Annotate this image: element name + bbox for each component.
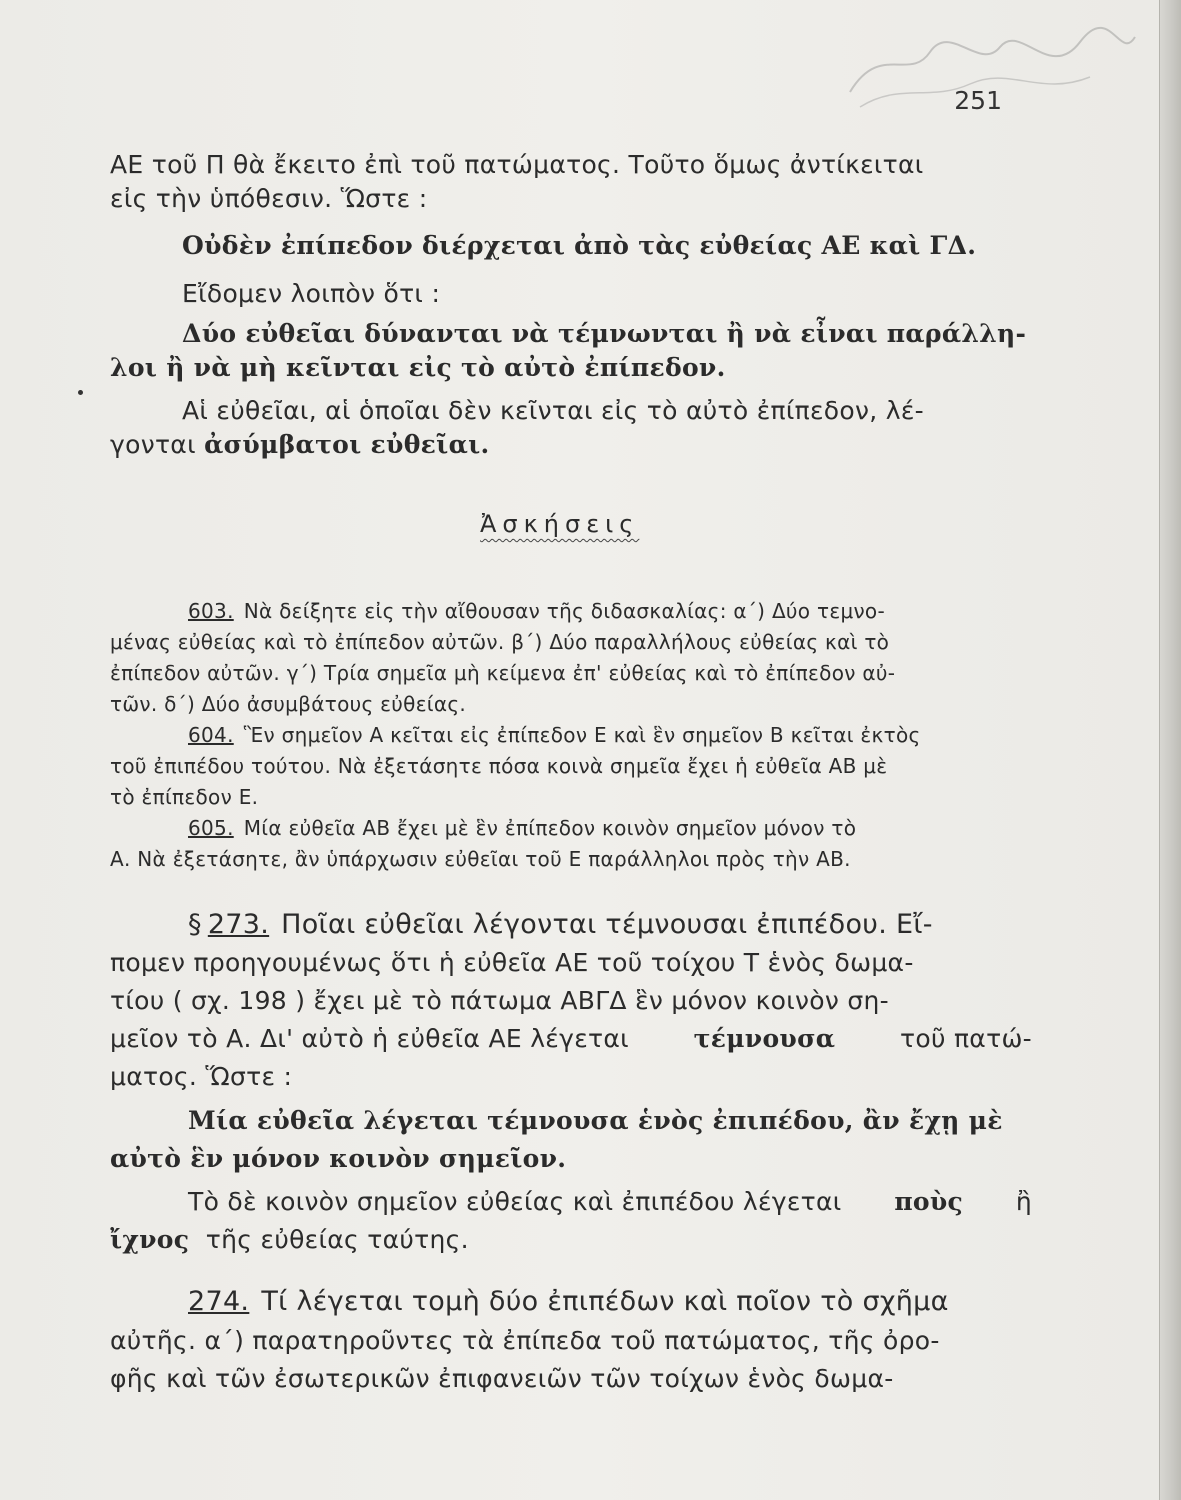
text-fragment: γονται bbox=[110, 430, 196, 459]
exercises-heading: Ἀσκήσεις bbox=[480, 510, 640, 538]
term-ichnos: ἴχνος bbox=[110, 1225, 190, 1254]
exercise-line bbox=[110, 596, 1032, 627]
exercise-text: Νὰ δείξητε εἰς τὴν αἴθουσαν τῆς διδασκαλίας: α΄) Δύο τεμνο- bbox=[243, 599, 885, 623]
statement-line: λοι ἢ νὰ μὴ κεῖνται εἰς τὸ αὐτὸ ἐπίπεδον. bbox=[110, 353, 726, 382]
section-title-line bbox=[110, 906, 1032, 944]
statement-2 bbox=[110, 317, 1032, 385]
text-line: Εἴδομεν λοιπὸν ὅτι : bbox=[182, 279, 441, 308]
paragraph-3 bbox=[110, 394, 1032, 462]
text-fragment: τῆς εὐθείας ταύτης. bbox=[205, 1225, 469, 1254]
text-line: ματος. Ὥστε : bbox=[110, 1062, 293, 1091]
exercise-line: ἐπίπεδον αὐτῶν. γ΄) Τρία σημεῖα μὴ κείμενα ἐπ' εὐθείας καὶ τὸ ἐπίπεδον αὐ- bbox=[110, 661, 896, 685]
paragraph-2 bbox=[110, 277, 1032, 311]
text-line: Αἱ εὐθεῖαι, αἱ ὁποῖαι δὲν κεῖνται εἰς τὸ αὐτὸ ἐπίπεδον, λέ- bbox=[182, 396, 924, 425]
section-title: Ποῖαι εὐθεῖαι λέγονται τέμνουσαι ἐπιπέδου. Εἴ- bbox=[281, 909, 933, 940]
text-line: πομεν προηγουμένως ὅτι ἡ εὐθεῖα ΑΕ τοῦ τοίχου Τ ἑνὸς δωμα- bbox=[110, 948, 914, 977]
text-fragment: μεῖον τὸ Α. Δι' αὐτὸ ἡ εὐθεῖα ΑΕ λέγεται bbox=[110, 1024, 629, 1053]
exercise-text: Ἓν σημεῖον Α κεῖται εἰς ἐπίπεδον Ε καὶ ἓν σημεῖον Β κεῖται ἐκτὸς bbox=[243, 723, 921, 747]
statement-line: αὐτὸ ἓν μόνον κοινὸν σημεῖον. bbox=[110, 1144, 567, 1173]
exercise-text: Μία εὐθεῖα ΑΒ ἔχει μὲ ἓν ἐπίπεδον κοινὸν σημεῖον μόνον τὸ bbox=[243, 816, 857, 840]
term-temnousa: τέμνουσα bbox=[693, 1024, 836, 1053]
text-line: εἰς τὴν ὑπόθεσιν. Ὥστε : bbox=[110, 184, 428, 213]
paragraph-1 bbox=[110, 148, 1032, 216]
paragraph-4 bbox=[110, 1183, 1032, 1259]
exercise-line bbox=[110, 720, 1032, 751]
statement-line: Δύο εὐθεῖαι δύνανται νὰ τέμνωνται ἢ νὰ εἶναι παράλλη- bbox=[182, 319, 1027, 348]
stray-mark bbox=[78, 390, 83, 395]
section-title-line bbox=[110, 1282, 1032, 1322]
text-line: ΑΕ τοῦ Π θὰ ἔκειτο ἐπὶ τοῦ πατώματος. Τοῦτο ὅμως ἀντίκειται bbox=[110, 150, 924, 179]
page-number: 251 bbox=[954, 86, 1002, 115]
text-line bbox=[110, 1221, 1032, 1259]
term-asymbatoi: ἀσύμβατοι εὐθεῖαι. bbox=[204, 430, 490, 459]
exercise-number: 603. bbox=[188, 599, 234, 623]
section-number: 274. bbox=[188, 1286, 250, 1317]
exercise-line: Α. Νὰ ἐξετάσητε, ἂν ὑπάρχωσιν εὐθεῖαι τοῦ Ε παράλληλοι πρὸς τὴν ΑΒ. bbox=[110, 847, 851, 871]
text-fragment: τοῦ πατώ- bbox=[900, 1024, 1032, 1053]
section-274 bbox=[110, 1282, 1032, 1398]
statement-line: Μία εὐθεῖα λέγεται τέμνουσα ἑνὸς ἐπιπέδου, ἂν ἔχῃ μὲ bbox=[188, 1106, 1003, 1135]
section-number: 273. bbox=[207, 909, 270, 940]
exercise-604 bbox=[110, 720, 1032, 813]
page-edge bbox=[1159, 0, 1181, 1500]
statement-3 bbox=[110, 1102, 1032, 1178]
text-line bbox=[110, 428, 1032, 462]
exercise-number: 604. bbox=[188, 723, 234, 747]
exercise-line: τὸ ἐπίπεδον Ε. bbox=[110, 785, 259, 809]
exercise-603 bbox=[110, 596, 1032, 720]
text-line: αὐτῆς. α΄) παρατηροῦντες τὰ ἐπίπεδα τοῦ πατώματος, τῆς ὀρο- bbox=[110, 1326, 940, 1355]
exercise-line bbox=[110, 813, 1032, 844]
statement-1 bbox=[110, 229, 1032, 263]
exercise-605 bbox=[110, 813, 1032, 875]
text-line bbox=[110, 1020, 1032, 1058]
exercise-line: τοῦ ἐπιπέδου τούτου. Νὰ ἐξετάσητε πόσα κοινὰ σημεῖα ἔχει ἡ εὐθεῖα ΑΒ μὲ bbox=[110, 754, 888, 778]
exercise-line: τῶν. δ΄) Δύο ἀσυμβάτους εὐθείας. bbox=[110, 692, 467, 716]
term-pous: ποὺς bbox=[894, 1187, 964, 1216]
text-fragment: Τὸ δὲ κοινὸν σημεῖον εὐθείας καὶ ἐπιπέδου λέγεται bbox=[188, 1187, 842, 1216]
text-fragment: ἢ bbox=[1015, 1187, 1032, 1216]
statement-line: Οὐδὲν ἐπίπεδον διέρχεται ἀπὸ τὰς εὐθείας ΑΕ καὶ ΓΔ. bbox=[182, 231, 977, 260]
text-line: φῆς καὶ τῶν ἐσωτερικῶν ἐπιφανειῶν τῶν τοίχων ἑνὸς δωμα- bbox=[110, 1364, 894, 1393]
exercise-number: 605. bbox=[188, 816, 234, 840]
text-line: τίου ( σχ. 198 ) ἔχει μὲ τὸ πάτωμα ΑΒΓΔ ἓν μόνον κοινὸν ση- bbox=[110, 986, 889, 1015]
text-line bbox=[110, 1183, 1032, 1221]
section-title: Τί λέγεται τομὴ δύο ἐπιπέδων καὶ ποῖον τὸ σχῆμα bbox=[261, 1286, 949, 1317]
exercise-line: μένας εὐθείας καὶ τὸ ἐπίπεδον αὐτῶν. β΄) Δύο παραλλήλους εὐθείας καὶ τὸ bbox=[110, 630, 890, 654]
section-273 bbox=[110, 906, 1032, 1096]
section-symbol: § bbox=[188, 909, 202, 940]
